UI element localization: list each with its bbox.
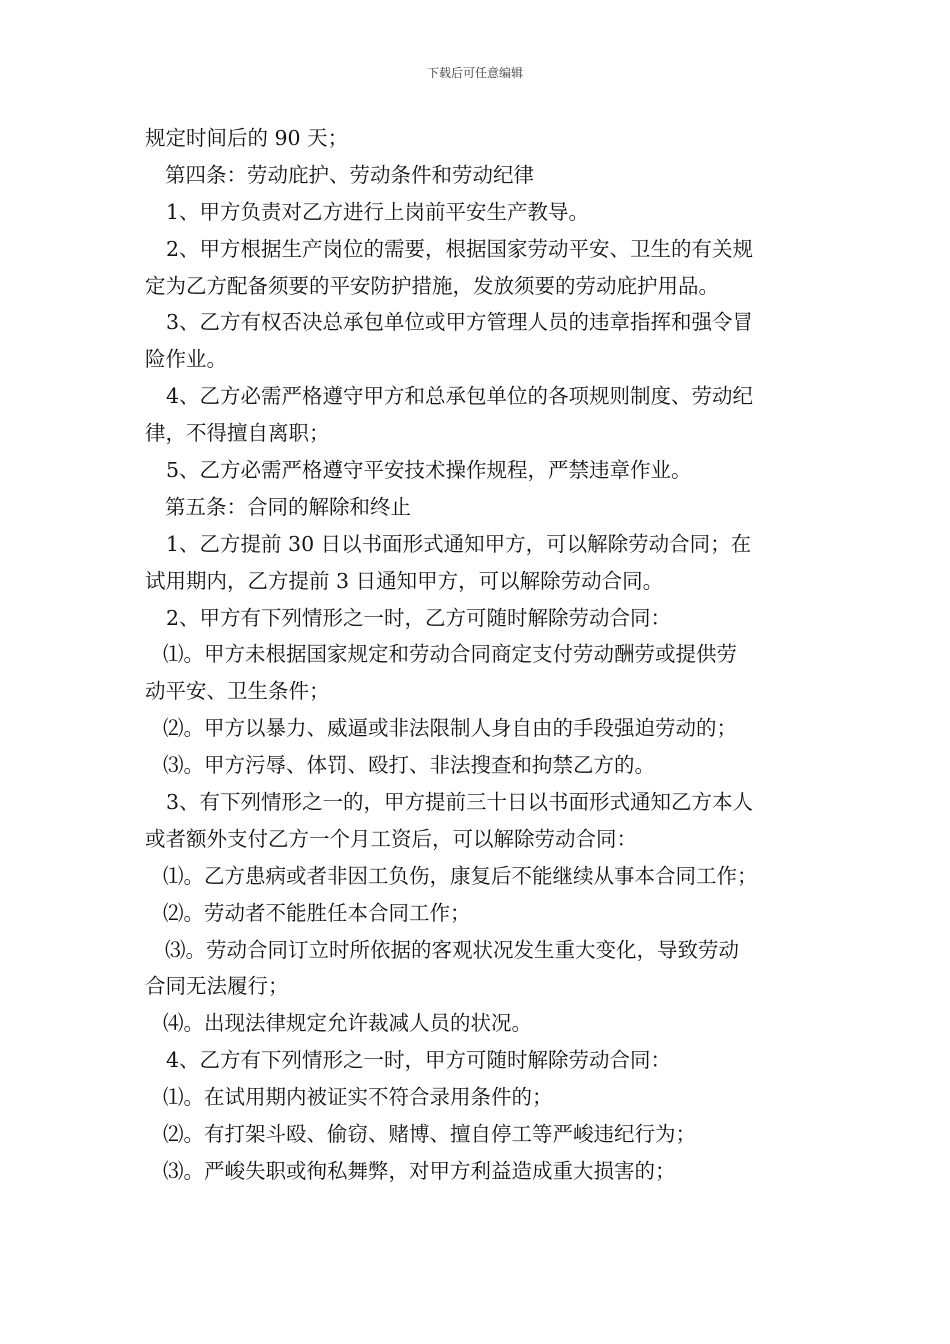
list-item: ⑵。劳动者不能胜任本合同工作；: [163, 900, 471, 925]
paragraph-line: 4、乙方有下列情形之一时，甲方可随时解除劳动合同：: [166, 1048, 672, 1073]
list-item: ⑴。乙方患病或者非因工负伤，康复后不能继续从事本合同工作；: [163, 863, 758, 888]
page-header: 下载后可任意编辑: [426, 66, 523, 80]
list-item: ⑵。有打架斗殴、偷窃、赌博、擅自停工等严峻违纪行为；: [163, 1122, 696, 1147]
list-item: ⑴。甲方未根据国家规定和劳动合同商定支付劳动酬劳或提供劳: [163, 642, 737, 667]
paragraph-line: 2、甲方根据生产岗位的需要，根据国家劳动平安、卫生的有关规: [166, 236, 754, 261]
list-item: ⑶。劳动合同订立时所依据的客观状况发生重大变化，导致劳动: [165, 937, 739, 962]
list-item: ⑵。甲方以暴力、威逼或非法限制人身自由的手段强迫劳动的；: [163, 716, 737, 741]
paragraph-line: 1、乙方提前 30 日以书面形式通知甲方，可以解除劳动合同；在: [166, 531, 752, 556]
paragraph-line: 3、有下列情形之一的，甲方提前三十日以书面形式通知乙方本人: [166, 790, 754, 815]
paragraph-line: 1、甲方负责对乙方进行上岗前平安生产教导。: [166, 199, 590, 224]
paragraph-line: 险作业。: [145, 347, 227, 372]
article-heading: 第四条：劳动庇护、劳动条件和劳动纪律: [165, 162, 534, 187]
paragraph-line: 规定时间后的 90 天；: [145, 126, 349, 150]
list-item: ⑴。在试用期内被证实不符合录用条件的；: [163, 1085, 553, 1110]
paragraph-line: 5、乙方必需严格遵守平安技术操作规程，严禁违章作业。: [166, 458, 692, 483]
list-item: ⑷。出现法律规定允许裁减人员的状况。: [163, 1011, 532, 1036]
paragraph-line: 3、乙方有权否决总承包单位或甲方管理人员的违章指挥和强令冒: [166, 310, 754, 335]
list-item: ⑶。甲方污辱、体罚、殴打、非法搜查和拘禁乙方的。: [163, 753, 655, 778]
paragraph-line: 定为乙方配备须要的平安防护措施，发放须要的劳动庇护用品。: [145, 273, 719, 298]
paragraph-line: 试用期内，乙方提前 3 日通知甲方，可以解除劳动合同。: [145, 568, 664, 593]
article-heading: 第五条：合同的解除和终止: [165, 494, 411, 519]
paragraph-line: 律，不得擅自离职；: [145, 421, 330, 446]
paragraph-line: 或者额外支付乙方一个月工资后，可以解除劳动合同：: [145, 826, 637, 851]
paragraph-line: 动平安、卫生条件；: [145, 679, 330, 704]
document-body: [145, 120, 815, 1190]
paragraph-line: 4、乙方必需严格遵守甲方和总承包单位的各项规则制度、劳动纪: [166, 384, 754, 409]
paragraph-line: 合同无法履行；: [145, 974, 289, 999]
list-item: ⑶。严峻失职或徇私舞弊，对甲方利益造成重大损害的；: [163, 1158, 676, 1183]
paragraph-line: 2、甲方有下列情形之一时，乙方可随时解除劳动合同：: [166, 605, 672, 630]
